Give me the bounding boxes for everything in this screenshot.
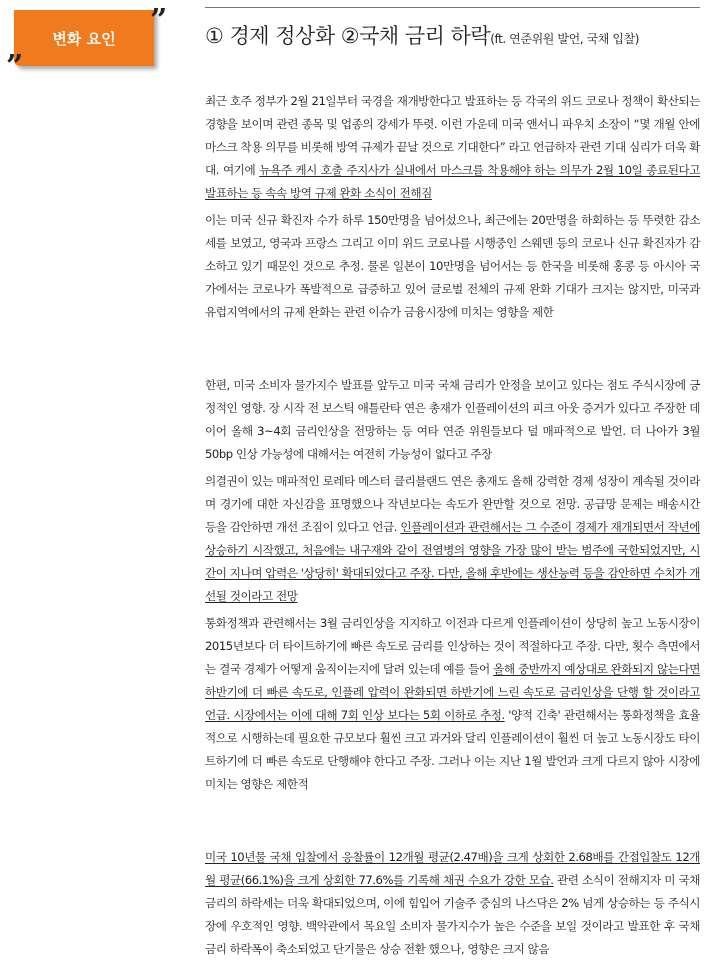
title-main: ① 경제 정상화 ②국채 금리 하락 — [205, 24, 491, 48]
paragraph-highlight: 인플레이션과 관련해서는 그 수준이 경제가 재개되면서 작년에 상승하기 시작했고, 처음에는 내구재와 같이 전염병의 영향을 가장 많이 받는 범주에 국한되었지만, 시간이 지나며 압력은 '상당히' 확대되었다고 주장. 다만, 올해 후반에는 생산능력 등을 감안하면 수치가 개선될 것이라고 전망 — [205, 520, 700, 603]
article-body — [205, 90, 700, 965]
paragraph-5 — [205, 612, 700, 796]
section-gap — [205, 800, 700, 846]
paragraph-text: 의결권이 있는 매파적인 로레타 메스터 클리블랜드 연은 총재도 올해 강력한 경제 성장이 계속될 것이라며 경기에 대한 자신감을 표명했으나 작년보다는 속도가 완만할 것으로 전망. 공급망 문제는 배송시간 등을 감안하면 개선 조짐이 있다고 언급. — [205, 474, 700, 534]
paragraph-1 — [205, 90, 700, 205]
paragraph-6 — [205, 846, 700, 961]
page-title — [205, 20, 639, 50]
paragraph-highlight: 뉴욕주 케시 호출 주지사가 실내에서 마스크를 착용해야 하는 의무가 2월 10일 종료된다고 발표하는 등 속속 방역 규제 완화 소식이 전해짐 — [205, 163, 700, 200]
paragraph-text: '양적 긴축' 관련해서는 통화정책을 효율적으로 시행하는데 필요한 규모보다 훨씬 크고 과거와 달리 인플레이션이 훨씬 더 높고 노동시장도 타이트하기에 더 빠른 속도로 단행해야 한다고 주장. 그러나 이는 지난 1월 발언과 크게 다르지 않아 시장에 미치는 영향은 제한적 — [205, 708, 700, 791]
title-subtitle: (ft. 연준위원 발언, 국채 입찰) — [490, 32, 640, 46]
paragraph-text: 최근 호주 정부가 2월 21일부터 국경을 재개방한다고 발표하는 등 각국의 위드 코로나 정책이 확산되는 경향을 보이며 관련 종목 및 업종의 강세가 뚜렷. 이런 가운데 미국 앤서니 파우치 소장이 “몇 개월 안에 마스크 착용 의무를 비롯해 방역 규제가 끝날 것으로 기대한다” 라고 언급하자 관련 기대 심리가 더욱 확대. 여기에 — [205, 94, 700, 177]
close-quote-mark: ” — [150, 3, 168, 38]
title-divider — [205, 7, 700, 8]
paragraph-highlight: 올해 중반까지 예상대로 완화되지 않는다면 하반기에 더 빠른 속도로, 인플레 압력이 완화되면 하반기에 느린 속도로 금리인상을 단행 할 것이라고 언급. 시장에서는 이에 대해 7회 인상 보다는 5회 이하로 추정. — [205, 662, 701, 722]
open-quote-mark: ” — [6, 49, 24, 84]
paragraph-text: 통화정책과 관련해서는 3월 금리인상을 지지하고 이전과 다르게 인플레이션이 상당히 높고 노동시장이 2015년보다 더 타이트하기에 빠른 속도로 금리를 인상하는 것이 적절하다고 주장. 다만, 횟수 측면에서는 결국 경제가 어떻게 움직이는지에 달려 있는데 예를 들어 — [205, 616, 700, 676]
paragraph-text: 한편, 미국 소비자 물가지수 발표를 앞두고 미국 국채 금리가 안정을 보이고 있다는 점도 주식시장에 긍정적인 영향. 장 시작 전 보스틱 애틀란타 연은 총재가 인플레이션의 피크 아웃 증거가 있다고 주장한 데 이어 올해 3~4회 금리인상을 전망하는 등 여타 연준 위원들보다 덜 매파적으로 발언. 더 나아가 3월 50bp 인상 가능성에 대해서는 여전히 가능성이 없다고 주장 — [205, 378, 700, 461]
section-badge — [0, 0, 170, 84]
paragraph-3 — [205, 374, 700, 466]
section-gap — [205, 328, 700, 374]
paragraph-text: 관련 소식이 전해지자 미 국채 금리의 하락세는 더욱 확대되었으며, 이에 힘입어 기술주 중심의 나스닥은 2% 넘게 상승하는 등 주식시장에 우호적인 영향. 백악관에서 목요일 소비자 물가지수가 높은 수준을 보일 것이라고 발표한 후 국채 금리 하락폭이 축소되었고 단기물은 상승 전환 했으나, 영향은 크지 않음 — [205, 873, 700, 956]
badge-label: 변화 요인 — [14, 10, 154, 66]
paragraph-2 — [205, 209, 700, 324]
paragraph-highlight: 미국 10년물 국채 입찰에서 응찰률이 12개월 평균(2.47배)을 크게 상회한 2.68배를 간접입찰도 12개월 평균(66.1%)을 크게 상회한 77.6%를 기록해 채권 수요가 강한 모습. — [205, 850, 700, 887]
paragraph-4 — [205, 470, 700, 608]
paragraph-text: 이는 미국 신규 확진자 수가 하루 150만명을 넘어섰으나, 최근에는 20만명을 하회하는 등 뚜렷한 감소세를 보였고, 영국과 프랑스 그리고 이미 위드 코로나를 시행중인 스웨덴 등의 코로나 신규 확진자가 감소하고 있기 때문인 것으로 추정. 물론 일본이 10만명을 넘어서는 등 한국을 비롯해 홍콩 등 아시아 국가에서는 코로나가 폭발적으로 급증하고 있어 글로벌 전체의 규제 완화 기대가 크지는 않지만, 미국과 유럽지역에서의 규제 완화는 관련 이슈가 금융시장에 미치는 영향을 제한 — [205, 213, 700, 319]
